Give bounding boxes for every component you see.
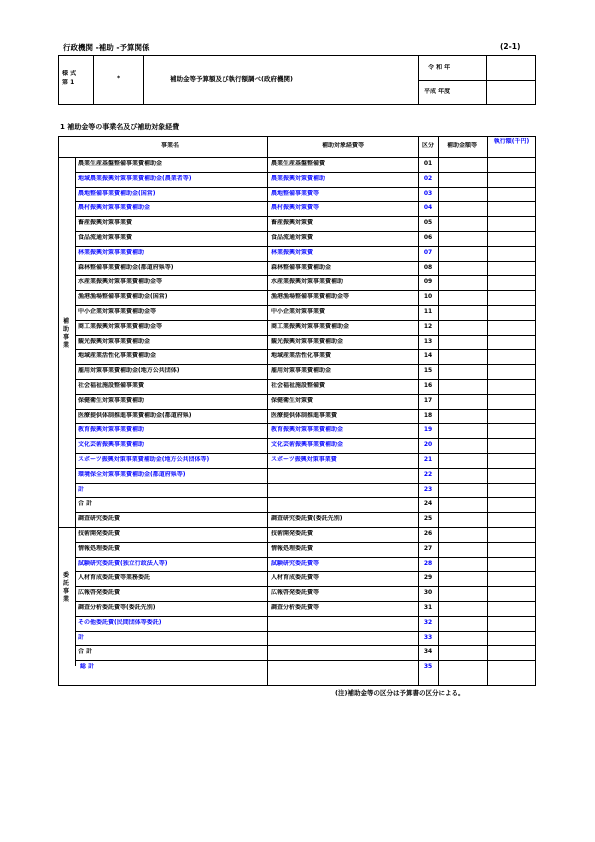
- row-target: 食品流通対策費: [271, 234, 314, 241]
- row-target: 農業振興対策費補助: [271, 174, 326, 182]
- row-name: 農業生産基盤整備事業費補助金: [78, 160, 163, 167]
- row-code: 12: [423, 322, 433, 330]
- row-exec-cell[interactable]: [488, 528, 535, 541]
- row-code: 07: [423, 248, 433, 256]
- row-code: 21: [423, 456, 433, 463]
- row-name: 広報啓発委託費: [78, 589, 121, 597]
- row-amount-cell[interactable]: [439, 217, 486, 230]
- row-exec-cell[interactable]: [488, 336, 535, 349]
- row-exec-cell[interactable]: [488, 202, 535, 215]
- footnote: (注)補助金等の区分は予算書の区分による。: [335, 689, 465, 697]
- row-target: 調査分析委託費等: [271, 604, 320, 611]
- row-target: 畜産振興対策費: [271, 219, 314, 227]
- row-exec-cell[interactable]: [488, 661, 535, 674]
- row-exec-cell[interactable]: [488, 469, 535, 482]
- row-name: 畜産振興対策事業費: [78, 219, 133, 227]
- row-code: 26: [423, 530, 433, 537]
- row-exec-cell[interactable]: [488, 543, 535, 556]
- row-name: 環境保全対策事業費補助金(都道府県等): [78, 470, 186, 478]
- row-name: 地域農業振興対策事業費補助金(農業者等): [78, 174, 192, 182]
- row-amount-cell[interactable]: [439, 454, 486, 467]
- row-amount-cell[interactable]: [439, 646, 486, 659]
- row-amount-cell[interactable]: [439, 587, 486, 600]
- date-label: 令 和 年: [428, 64, 451, 71]
- title-mark: *: [117, 75, 121, 82]
- row-target: 水産業振興対策事業費補助: [271, 278, 344, 286]
- row-target: 観光振興対策事業費補助金: [271, 337, 344, 345]
- row-target: 社会福祉施設整備費: [271, 382, 326, 389]
- col-header-name: 事業名: [160, 142, 179, 149]
- row-name: 農村振興対策事業費補助金: [78, 204, 151, 212]
- row-amount-cell[interactable]: [439, 276, 486, 289]
- row-name: 農地整備事業費補助金(国営): [78, 189, 156, 197]
- row-amount-cell[interactable]: [439, 543, 486, 556]
- row-amount-cell[interactable]: [439, 439, 486, 452]
- row-name: 調査研究委託費: [78, 515, 121, 523]
- row-exec-cell[interactable]: [488, 602, 535, 615]
- row-amount-cell[interactable]: [439, 188, 486, 201]
- row-amount-cell[interactable]: [439, 424, 486, 437]
- col-header-target: 補助対象経費等: [321, 142, 364, 149]
- row-code: 25: [423, 515, 433, 523]
- row-code: 15: [423, 367, 433, 375]
- row-exec-cell[interactable]: [488, 365, 535, 378]
- row-code: 27: [423, 544, 433, 552]
- row-name: 商工業振興対策事業費補助金等: [78, 322, 163, 330]
- row-exec-cell[interactable]: [488, 291, 535, 304]
- row-amount-cell[interactable]: [439, 558, 486, 571]
- row-code: 33: [423, 633, 433, 641]
- row-name: 食品流通対策事業費: [78, 234, 133, 241]
- row-amount-cell[interactable]: [439, 572, 486, 585]
- row-exec-cell[interactable]: [488, 632, 535, 645]
- row-exec-cell[interactable]: [488, 395, 535, 408]
- row-target: 教育振興対策事業費補助金: [271, 426, 344, 434]
- row-name: 教育振興対策事業費補助: [78, 426, 145, 434]
- row-name: 林業振興対策事業費補助: [78, 248, 145, 256]
- row-exec-cell[interactable]: [488, 587, 535, 600]
- row-amount-cell[interactable]: [439, 528, 486, 541]
- row-name: 観光振興対策事業費補助金: [78, 337, 151, 345]
- row-name: 調査分析委託費等(委託先別): [78, 604, 156, 611]
- row-name: 社会福祉施設整備事業費: [78, 382, 145, 389]
- row-target: 中小企業対策事業費: [271, 308, 326, 315]
- row-exec-cell[interactable]: [488, 513, 535, 526]
- row-exec-cell[interactable]: [488, 321, 535, 334]
- row-name: 計: [78, 633, 85, 641]
- row-code: 13: [423, 337, 433, 345]
- row-target: 農業生産基盤整備費: [271, 160, 326, 167]
- row-name: 合 計: [78, 648, 93, 656]
- row-code: 11: [423, 308, 433, 315]
- row-exec-cell[interactable]: [488, 217, 535, 230]
- row-code: 19: [423, 426, 433, 434]
- row-name: 文化芸術振興事業費補助: [78, 441, 145, 449]
- row-code: 08: [423, 263, 433, 271]
- code-line1: 様 式: [62, 70, 77, 77]
- row-target: 農地整備事業費等: [271, 189, 320, 197]
- row-amount-cell[interactable]: [439, 247, 486, 260]
- row-code: 14: [423, 352, 433, 360]
- row-code: 18: [423, 411, 433, 419]
- row-exec-cell[interactable]: [488, 350, 535, 363]
- row-code: 35: [423, 663, 433, 671]
- row-name: 合 計: [78, 500, 93, 508]
- row-name: 中小企業対策事業費補助金等: [78, 308, 157, 315]
- row-target: 技術開発委託費: [271, 530, 314, 537]
- row-code: 05: [423, 219, 433, 227]
- row-amount-cell[interactable]: [439, 617, 486, 630]
- row-target: 医療提供体制推進事業費: [271, 411, 338, 419]
- row-code: 01: [423, 160, 433, 167]
- row-name: 計: [78, 485, 85, 493]
- row-exec-cell[interactable]: [488, 380, 535, 393]
- row-target: 情報処理委託費: [271, 544, 314, 552]
- row-name: 森林整備事業費補助金(都道府県等): [78, 263, 174, 271]
- row-code: 29: [423, 574, 433, 582]
- row-amount-cell[interactable]: [439, 661, 486, 674]
- row-exec-cell[interactable]: [488, 558, 535, 571]
- row-amount-cell[interactable]: [439, 410, 486, 423]
- row-amount-cell[interactable]: [439, 232, 486, 245]
- row-exec-cell[interactable]: [488, 247, 535, 260]
- row-code: 10: [423, 293, 433, 301]
- row-target: 漁港漁場整備事業費補助金等: [271, 293, 350, 301]
- row-exec-cell[interactable]: [488, 306, 535, 319]
- row-code: 32: [423, 618, 433, 626]
- row-name: 技術開発委託費: [78, 530, 121, 537]
- row-name: 人材育成委託費等業務委託: [78, 574, 151, 582]
- row-exec-cell[interactable]: [488, 262, 535, 275]
- date-value: 平成 年度: [424, 88, 451, 95]
- row-amount-cell[interactable]: [439, 484, 486, 497]
- row-target: 文化芸術振興事業費補助金: [271, 441, 344, 449]
- row-exec-cell[interactable]: [488, 454, 535, 467]
- row-name: 水産業振興対策事業費補助金等: [78, 278, 163, 286]
- row-amount-cell[interactable]: [439, 262, 486, 275]
- row-amount-cell[interactable]: [439, 306, 486, 319]
- row-name: 試験研究委託費(独立行政法人等): [78, 559, 168, 567]
- row-target: スポーツ振興対策事業費: [271, 456, 337, 463]
- col-header-code: 区分: [421, 142, 434, 149]
- row-code: 22: [423, 470, 433, 478]
- row-amount-cell[interactable]: [439, 513, 486, 526]
- row-code: 28: [423, 559, 433, 567]
- row-name: 地域産業活性化事業費補助金: [78, 352, 157, 360]
- row-target: 広報啓発委託費等: [271, 589, 320, 597]
- row-name: 医療提供体制推進事業費補助金(都道府県): [78, 411, 192, 419]
- row-amount-cell[interactable]: [439, 173, 486, 186]
- row-exec-cell[interactable]: [488, 439, 535, 452]
- row-amount-cell[interactable]: [439, 498, 486, 511]
- row-code: 20: [423, 441, 433, 449]
- row-exec-cell[interactable]: [488, 173, 535, 186]
- row-exec-cell[interactable]: [488, 232, 535, 245]
- row-code: 31: [423, 604, 433, 611]
- section-b-label: 委託事業: [62, 572, 69, 603]
- row-amount-cell[interactable]: [439, 336, 486, 349]
- row-code: 09: [423, 278, 433, 286]
- row-name: 漁港漁場整備事業費補助金(国営): [78, 293, 168, 301]
- row-code: 17: [423, 396, 433, 404]
- row-target: 雇用対策事業費補助金: [271, 367, 332, 375]
- row-code: 30: [423, 589, 433, 597]
- row-name: 情報処理委託費: [78, 544, 121, 552]
- row-target: 試験研究委託費等: [271, 559, 320, 567]
- row-name: スポーツ振興対策事業費補助金(地方公共団体等): [78, 456, 210, 463]
- row-exec-cell[interactable]: [488, 646, 535, 659]
- row-code: 04: [423, 204, 433, 212]
- row-code: 24: [423, 500, 433, 508]
- header-right: (2-1): [500, 42, 521, 51]
- col-header-amount: 補助金額等: [446, 142, 477, 149]
- code-line2: 第 1: [62, 79, 75, 86]
- row-target: 人材育成委託費等: [271, 574, 320, 582]
- row-amount-cell[interactable]: [439, 632, 486, 645]
- row-target: 農村振興対策費等: [271, 204, 320, 212]
- row-amount-cell[interactable]: [439, 602, 486, 615]
- row-amount-cell[interactable]: [439, 202, 486, 215]
- row-amount-cell[interactable]: [439, 321, 486, 334]
- row-amount-cell[interactable]: [439, 291, 486, 304]
- row-exec-cell[interactable]: [488, 484, 535, 497]
- row-name: その他委託費(民間団体等委託): [78, 618, 162, 626]
- col-header-exec: 執行額(千円): [493, 138, 530, 145]
- row-exec-cell[interactable]: [488, 572, 535, 585]
- header-left: 行政機関 -補助 -予算関係: [63, 43, 150, 52]
- row-exec-cell[interactable]: [488, 188, 535, 201]
- row-amount-cell[interactable]: [439, 380, 486, 393]
- row-name: 保健衛生対策事業費補助: [78, 396, 145, 404]
- row-exec-cell[interactable]: [488, 498, 535, 511]
- row-exec-cell[interactable]: [488, 617, 535, 630]
- row-amount-cell[interactable]: [439, 395, 486, 408]
- row-amount-cell[interactable]: [439, 469, 486, 482]
- row-amount-cell[interactable]: [439, 158, 486, 171]
- row-code: 23: [423, 485, 433, 493]
- row-exec-cell[interactable]: [488, 158, 535, 171]
- row-target: 保健衛生対策費: [271, 396, 314, 404]
- row-name: 雇用対策事業費補助金(地方公共団体): [78, 367, 180, 375]
- row-target: 調査研究委託費(委託先別): [271, 515, 343, 523]
- row-name: 総 計: [80, 663, 95, 671]
- row-code: 16: [423, 382, 433, 389]
- row-target: 地域産業活性化事業費: [271, 352, 332, 360]
- row-target: 商工業振興対策事業費補助金: [271, 322, 350, 330]
- row-target: 森林整備事業費補助金: [271, 263, 332, 271]
- row-amount-cell[interactable]: [439, 350, 486, 363]
- row-target: 林業振興対策費: [271, 248, 314, 256]
- row-exec-cell[interactable]: [488, 276, 535, 289]
- form-title: 補助金等予算額及び執行額調べ(政府機関): [170, 75, 293, 83]
- row-code: 03: [423, 189, 433, 197]
- section-subtitle: 1 補助金等の事業名及び補助対象経費: [60, 123, 180, 131]
- section-a-label: 補助事業: [62, 318, 69, 349]
- row-exec-cell[interactable]: [488, 424, 535, 437]
- row-amount-cell[interactable]: [439, 365, 486, 378]
- row-code: 02: [423, 174, 433, 182]
- row-code: 06: [423, 234, 433, 241]
- row-exec-cell[interactable]: [488, 410, 535, 423]
- row-code: 34: [423, 648, 433, 656]
